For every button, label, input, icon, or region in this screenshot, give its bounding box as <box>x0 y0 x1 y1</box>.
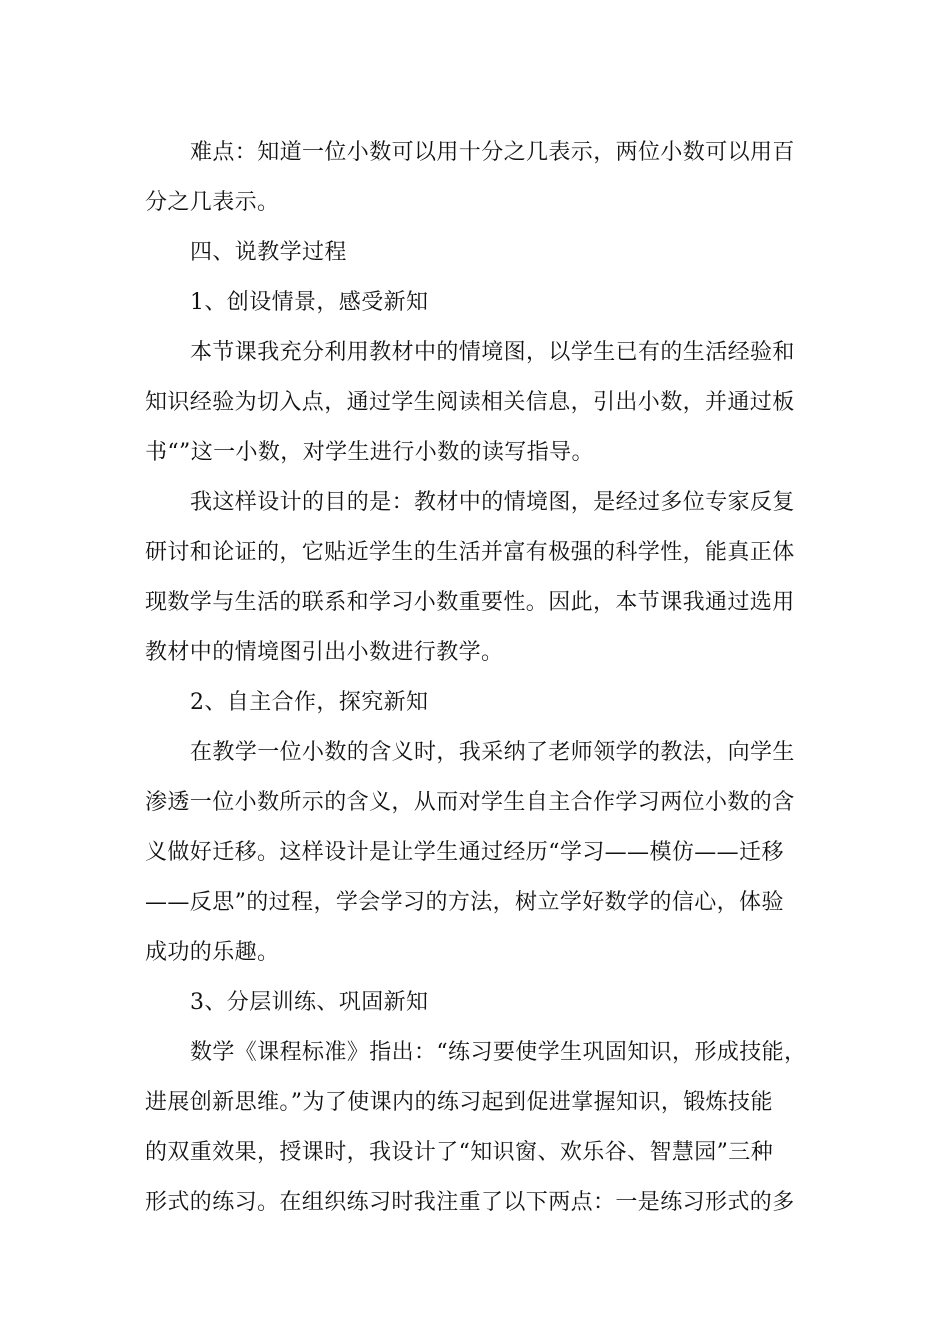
subheading-1: 1、创设情景，感受新知 <box>190 290 429 315</box>
paragraph-1-line-2: 知识经验为切入点，通过学生阅读相关信息，引出小数，并通过板 <box>145 390 795 415</box>
paragraph-2-line-1: 我这样设计的目的是：教材中的情境图，是经过多位专家反复 <box>190 490 795 515</box>
paragraph-3-line-3: 义做好迁移。这样设计是让学生通过经历“学习——模仿——迁移 <box>145 840 784 865</box>
paragraph-difficulty-line-2: 分之几表示。 <box>145 190 280 215</box>
paragraph-2-line-3: 现数学与生活的联系和学习小数重要性。因此，本节课我通过选用 <box>145 590 795 615</box>
subheading-2: 2、自主合作，探究新知 <box>190 690 429 715</box>
paragraph-3-line-4: ——反思”的过程，学会学习的方法，树立学好数学的信心，体验 <box>145 890 784 915</box>
paragraph-1-line-3: 书“”这一小数，对学生进行小数的读写指导。 <box>145 440 594 465</box>
paragraph-2-line-4: 教材中的情境图引出小数进行教学。 <box>145 640 504 665</box>
paragraph-4-line-4: 形式的练习。在组织练习时我注重了以下两点：一是练习形式的多 <box>145 1190 795 1215</box>
section-heading-teaching-process: 四、说教学过程 <box>190 240 347 265</box>
paragraph-3-line-5: 成功的乐趣。 <box>145 940 280 965</box>
paragraph-4-line-1: 数学《课程标准》指出：“练习要使学生巩固知识，形成技能， <box>190 1040 807 1065</box>
paragraph-2-line-2: 研讨和论证的，它贴近学生的生活并富有极强的科学性，能真正体 <box>145 540 795 565</box>
subheading-3: 3、分层训练、巩固新知 <box>190 990 429 1015</box>
paragraph-3-line-1: 在教学一位小数的含义时，我采纳了老师领学的教法，向学生 <box>190 740 795 765</box>
paragraph-4-line-2: 进展创新思维。”为了使课内的练习起到促进掌握知识，锻炼技能 <box>145 1090 773 1115</box>
paragraph-1-line-1: 本节课我充分利用教材中的情境图，以学生已有的生活经验和 <box>190 340 795 365</box>
paragraph-4-line-3: 的双重效果，授课时，我设计了“知识窗、欢乐谷、智慧园”三种 <box>145 1140 774 1165</box>
paragraph-difficulty-line-1: 难点：知道一位小数可以用十分之几表示，两位小数可以用百 <box>190 140 795 165</box>
paragraph-3-line-2: 渗透一位小数所示的含义，从而对学生自主合作学习两位小数的含 <box>145 790 795 815</box>
